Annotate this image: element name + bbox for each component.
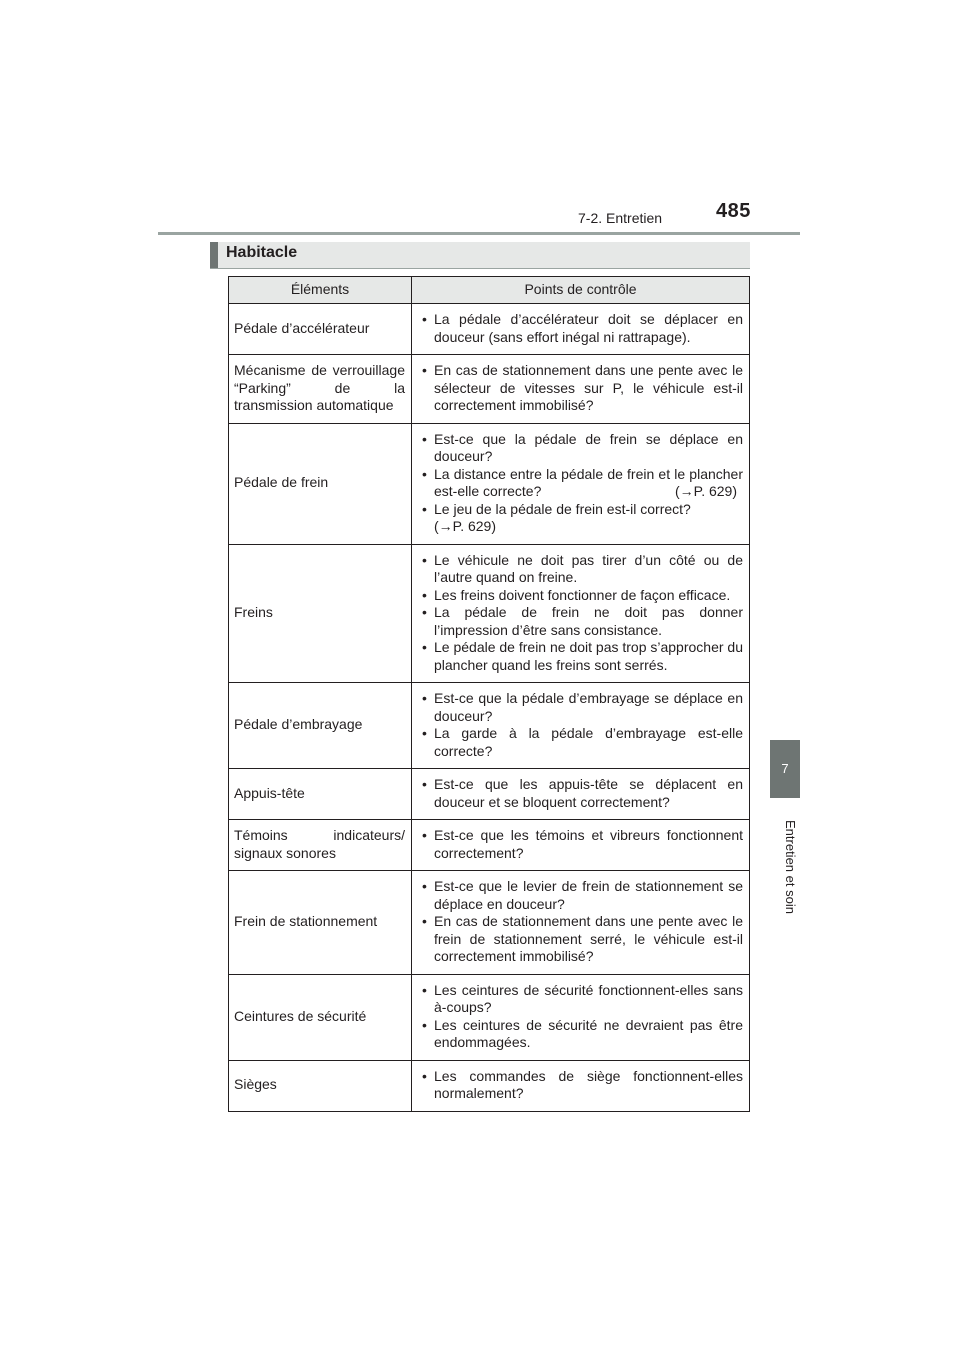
section-title: 7-2. Entretien bbox=[578, 210, 663, 226]
row-item: Pédale d’accélérateur bbox=[229, 304, 412, 355]
check-point: • En cas de stationnement dans une pente avec le sélecteur de vitesses sur P, le véhicule est-il correctement immobilisé? bbox=[417, 362, 743, 415]
table-row bbox=[229, 683, 750, 769]
check-point bbox=[417, 466, 743, 501]
table-row bbox=[229, 1060, 750, 1111]
check-point: • Est-ce que les appuis-tête se déplacent en douceur et se bloquent correctement? bbox=[417, 776, 743, 811]
band-title: Habitacle bbox=[226, 244, 298, 261]
column-header-points: Points de contrôle bbox=[412, 277, 750, 304]
check-point: • En cas de stationnement dans une pente avec le frein de stationnement serré, le véhicule est-il correctement immobilisé? bbox=[417, 913, 743, 966]
check-point: • Les freins doivent fonctionner de façon efficace. bbox=[417, 587, 743, 605]
table-row bbox=[229, 974, 750, 1060]
check-point bbox=[417, 501, 743, 536]
check-point: • Le pédale de frein ne doit pas trop s’approcher du plancher quand les freins sont serrés. bbox=[417, 639, 743, 674]
row-points bbox=[412, 871, 750, 975]
check-point: • Les ceintures de sécurité fonctionnent-elles sans à-coups? bbox=[417, 982, 743, 1017]
row-item: Freins bbox=[229, 544, 412, 683]
page-reference: (→P. 629) bbox=[675, 483, 737, 499]
row-item: Ceintures de sécurité bbox=[229, 974, 412, 1060]
chapter-tab: 7 bbox=[770, 740, 800, 798]
table-row bbox=[229, 769, 750, 820]
row-item: Témoins indicateurs/ signaux sonores bbox=[229, 820, 412, 871]
check-point: • La pédale d’accélérateur doit se déplacer en douceur (sans effort inégal ni rattrapage). bbox=[417, 311, 743, 346]
table-header-row bbox=[229, 277, 750, 304]
check-point: • Les commandes de siège fonctionnent-elles normalement? bbox=[417, 1068, 743, 1103]
check-point-text: Le jeu de la pédale de frein est-il correct? bbox=[434, 500, 691, 517]
check-point: • Est-ce que les témoins et vibreurs fonctionnent correctement? bbox=[417, 827, 743, 862]
row-item: Frein de stationnement bbox=[229, 871, 412, 975]
table-row bbox=[229, 544, 750, 683]
check-point: • Les ceintures de sécurité ne devraient pas être endommagées. bbox=[417, 1017, 743, 1052]
check-point: • La garde à la pédale d’embrayage est-elle correcte? bbox=[417, 725, 743, 760]
row-points bbox=[412, 683, 750, 769]
header-rule bbox=[158, 232, 800, 235]
table-row bbox=[229, 820, 750, 871]
page-reference: (→P. 629) bbox=[434, 518, 496, 534]
row-item: Appuis-tête bbox=[229, 769, 412, 820]
check-point: • Est-ce que la pédale de frein se déplace en douceur? bbox=[417, 431, 743, 466]
check-point: • La pédale de frein ne doit pas donner l’impression d’être sans consistance. bbox=[417, 604, 743, 639]
check-point: • Est-ce que le levier de frein de stationnement se déplace en douceur? bbox=[417, 878, 743, 913]
section-band bbox=[210, 242, 750, 269]
check-point: • Est-ce que la pédale d’embrayage se déplace en douceur? bbox=[417, 690, 743, 725]
row-points bbox=[412, 423, 750, 544]
table-row bbox=[229, 871, 750, 975]
row-item: Pédale d’embrayage bbox=[229, 683, 412, 769]
row-points bbox=[412, 820, 750, 871]
row-points bbox=[412, 974, 750, 1060]
inspection-table bbox=[228, 276, 750, 1112]
check-point: • Le véhicule ne doit pas tirer d’un côté ou de l’autre quand on freine. bbox=[417, 552, 743, 587]
table-row bbox=[229, 423, 750, 544]
table-row bbox=[229, 304, 750, 355]
row-points bbox=[412, 304, 750, 355]
row-item: Sièges bbox=[229, 1060, 412, 1111]
chapter-label: Entretien et soin bbox=[783, 820, 798, 914]
page-number: 485 bbox=[716, 200, 751, 222]
row-item: Mécanisme de verrouillage “Parking” de la transmission automatique bbox=[229, 355, 412, 424]
row-points bbox=[412, 544, 750, 683]
band-marker bbox=[210, 242, 218, 268]
row-points bbox=[412, 355, 750, 424]
check-point-text: La distance entre la pédale de frein et le plancher est-elle correcte? bbox=[434, 465, 743, 499]
row-points bbox=[412, 769, 750, 820]
row-item: Pédale de frein bbox=[229, 423, 412, 544]
table-row bbox=[229, 355, 750, 424]
row-points bbox=[412, 1060, 750, 1111]
column-header-elements: Éléments bbox=[229, 277, 412, 304]
